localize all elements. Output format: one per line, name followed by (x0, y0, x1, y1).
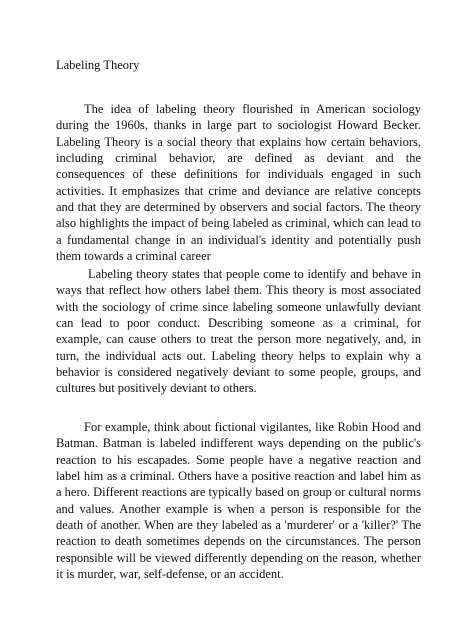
paragraph-3: For example, think about fictional vigilantes, like Robin Hood and Batman. Batman is labeled indifferent ways depending on the public's reaction to his escapades. Some people have a negative reaction and label him as a criminal. Others have a positive reaction and label him as a hero. Different reactions are typically based on group or cultural norms and values. Another example is when a person is responsible for the death of another. When are they labeled as a 'murderer' or a 'killer?' The reaction to death sometimes depends on the circumstances. The person responsible will be viewed differently depending on the reason, whether it is murder, war, self-defense, or an accident. (56, 420, 421, 582)
document-title: Labeling Theory (56, 58, 140, 72)
paragraph-2: Labeling theory states that people come to identify and behave in ways that reflect how others label them. This theory is most associated with the sociology of crime since labeling someone unlawfully deviant can lead to poor conduct. Describing someone as a criminal, for example, can cause others to treat the person more negatively, and, in turn, the individual acts out. Labeling theory helps to explain why a behavior is considered negatively deviant to some people, groups, and cultures but positively deviant to others. (56, 267, 421, 396)
paragraph-1: The idea of labeling theory flourished in American sociology during the 1960s, thanks in large part to sociologist Howard Becker. Labeling Theory is a social theory that explains how certain behaviors, including criminal behavior, are defined as deviant and the consequences of these definitions for individuals engaged in such activities. It emphasizes that crime and deviance are relative concepts and that they are determined by observers and social factors. The theory also highlights the impact of being labeled as criminal, which can lead to a fundamental change in an individual's identity and potentially push them towards a criminal career (56, 102, 421, 264)
